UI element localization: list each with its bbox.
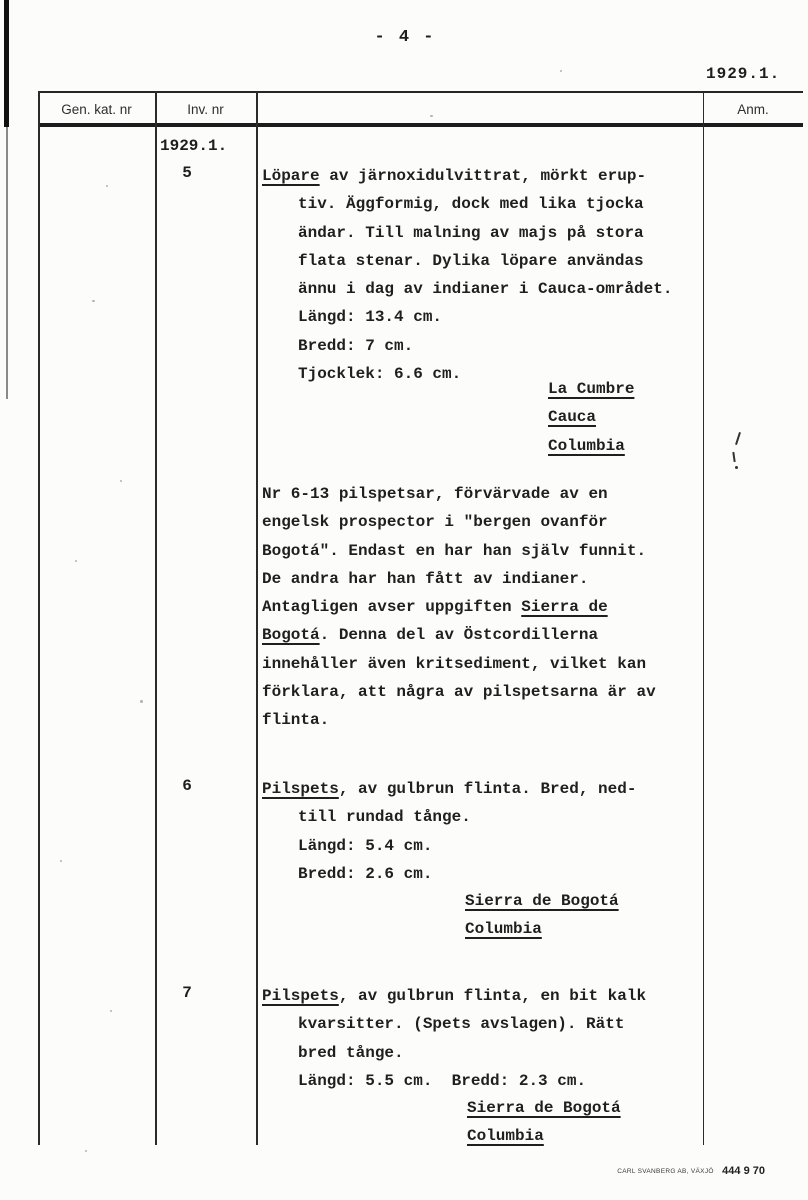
scan-speck (140, 700, 143, 703)
printer-name: CARL SVANBERG AB, VÄXJÖ (617, 1168, 714, 1175)
text-line: Bredd: 7 cm. (298, 336, 414, 355)
entry-5-description (262, 164, 698, 390)
entry-5-provenance (548, 377, 748, 462)
text-line: Columbia (465, 920, 542, 939)
text-line: till rundad tånge. (298, 808, 471, 827)
scan-edge-bar (4, 0, 9, 127)
text-line: bred tånge. (298, 1043, 404, 1062)
text-line: förklara, att några av pilspetsarna är av (262, 683, 656, 702)
text-line: kvarsitter. (Spets avslagen). Rätt (298, 1015, 625, 1034)
text-line: Bogotá". Endast en har han själv funnit. (262, 541, 647, 560)
table-header-rule (38, 123, 803, 127)
stray-pen-mark (735, 466, 738, 469)
remark-paragraph-nr-6-13 (262, 482, 698, 737)
entry-number-5: 5 (182, 164, 192, 182)
text-line: Längd: 13.4 cm. (298, 308, 443, 327)
text-line: Nr 6-13 pilspetsar, förvärvade av en (262, 485, 608, 503)
text-line: Sierra de Bogotá (467, 1099, 621, 1117)
page-number: - 4 - (374, 28, 436, 47)
table-top-rule (38, 91, 803, 93)
text-line: Längd: 5.4 cm. (298, 836, 433, 855)
col-header-inv-nr: Inv. nr (187, 102, 224, 117)
text-line: De andra har han fått av indianer. (262, 569, 589, 588)
entry-6-provenance (465, 889, 695, 946)
scan-edge-line (6, 127, 8, 399)
text-line: tiv. Äggformig, dock med lika tjocka (298, 195, 644, 214)
inventory-group-label: 1929.1. (160, 137, 228, 155)
scan-speck (120, 480, 122, 482)
text-line: ännu i dag av indianer i Cauca-området. (298, 280, 673, 299)
scan-speck (85, 1150, 87, 1152)
col-divider-anm (703, 91, 704, 1145)
scan-speck (110, 1010, 112, 1012)
text-line: Cauca (548, 408, 597, 427)
col-header-anm: Anm. (737, 102, 769, 117)
text-line: Sierra de Bogotá (465, 892, 619, 910)
entry-number-7: 7 (182, 984, 192, 1002)
text-line: Längd: 5.5 cm. Bredd: 2.3 cm. (298, 1071, 587, 1090)
text-line: Pilspets, av gulbrun flinta. Bred, ned- (262, 780, 637, 798)
entry-7-provenance (467, 1096, 697, 1153)
text-line: Tjocklek: 6.6 cm. (298, 365, 462, 384)
text-line: flata stenar. Dylika löpare användas (298, 251, 644, 270)
text-line: innehåller även kritsediment, vilket kan (262, 654, 647, 673)
entry-number-6: 6 (182, 777, 192, 795)
entry-6-description (262, 777, 698, 890)
scan-speck (430, 115, 433, 117)
text-line: engelsk prospector i "bergen ovanför (262, 513, 608, 532)
text-line: Antagligen avser uppgiften Sierra de (262, 598, 608, 617)
text-line: flinta. (262, 711, 330, 730)
text-line: Pilspets, av gulbrun flinta, en bit kalk (262, 987, 647, 1005)
scan-speck (92, 300, 95, 302)
year-reference: 1929.1. (706, 65, 781, 83)
text-line: Löpare av järnoxidulvittrat, mörkt erup- (262, 167, 647, 185)
printer-code: 444 9 70 (722, 1165, 765, 1177)
printer-imprint (560, 1161, 765, 1179)
text-line: Columbia (467, 1127, 544, 1146)
col-header-gen-kat-nr: Gen. kat. nr (61, 102, 132, 117)
text-line: Bredd: 2.6 cm. (298, 864, 433, 883)
col-divider-main (256, 91, 258, 1145)
table-left-rule (38, 91, 40, 1145)
scan-speck (75, 560, 77, 562)
entry-7-description (262, 984, 698, 1097)
scan-speck (60, 860, 62, 862)
text-line: Columbia (548, 436, 625, 455)
text-line: ändar. Till malning av majs på stora (298, 223, 644, 242)
text-line: Bogotá. Denna del av Östcordillerna (262, 626, 599, 645)
text-line: La Cumbre (548, 380, 635, 398)
scan-speck (560, 70, 562, 72)
scan-speck (106, 185, 108, 187)
